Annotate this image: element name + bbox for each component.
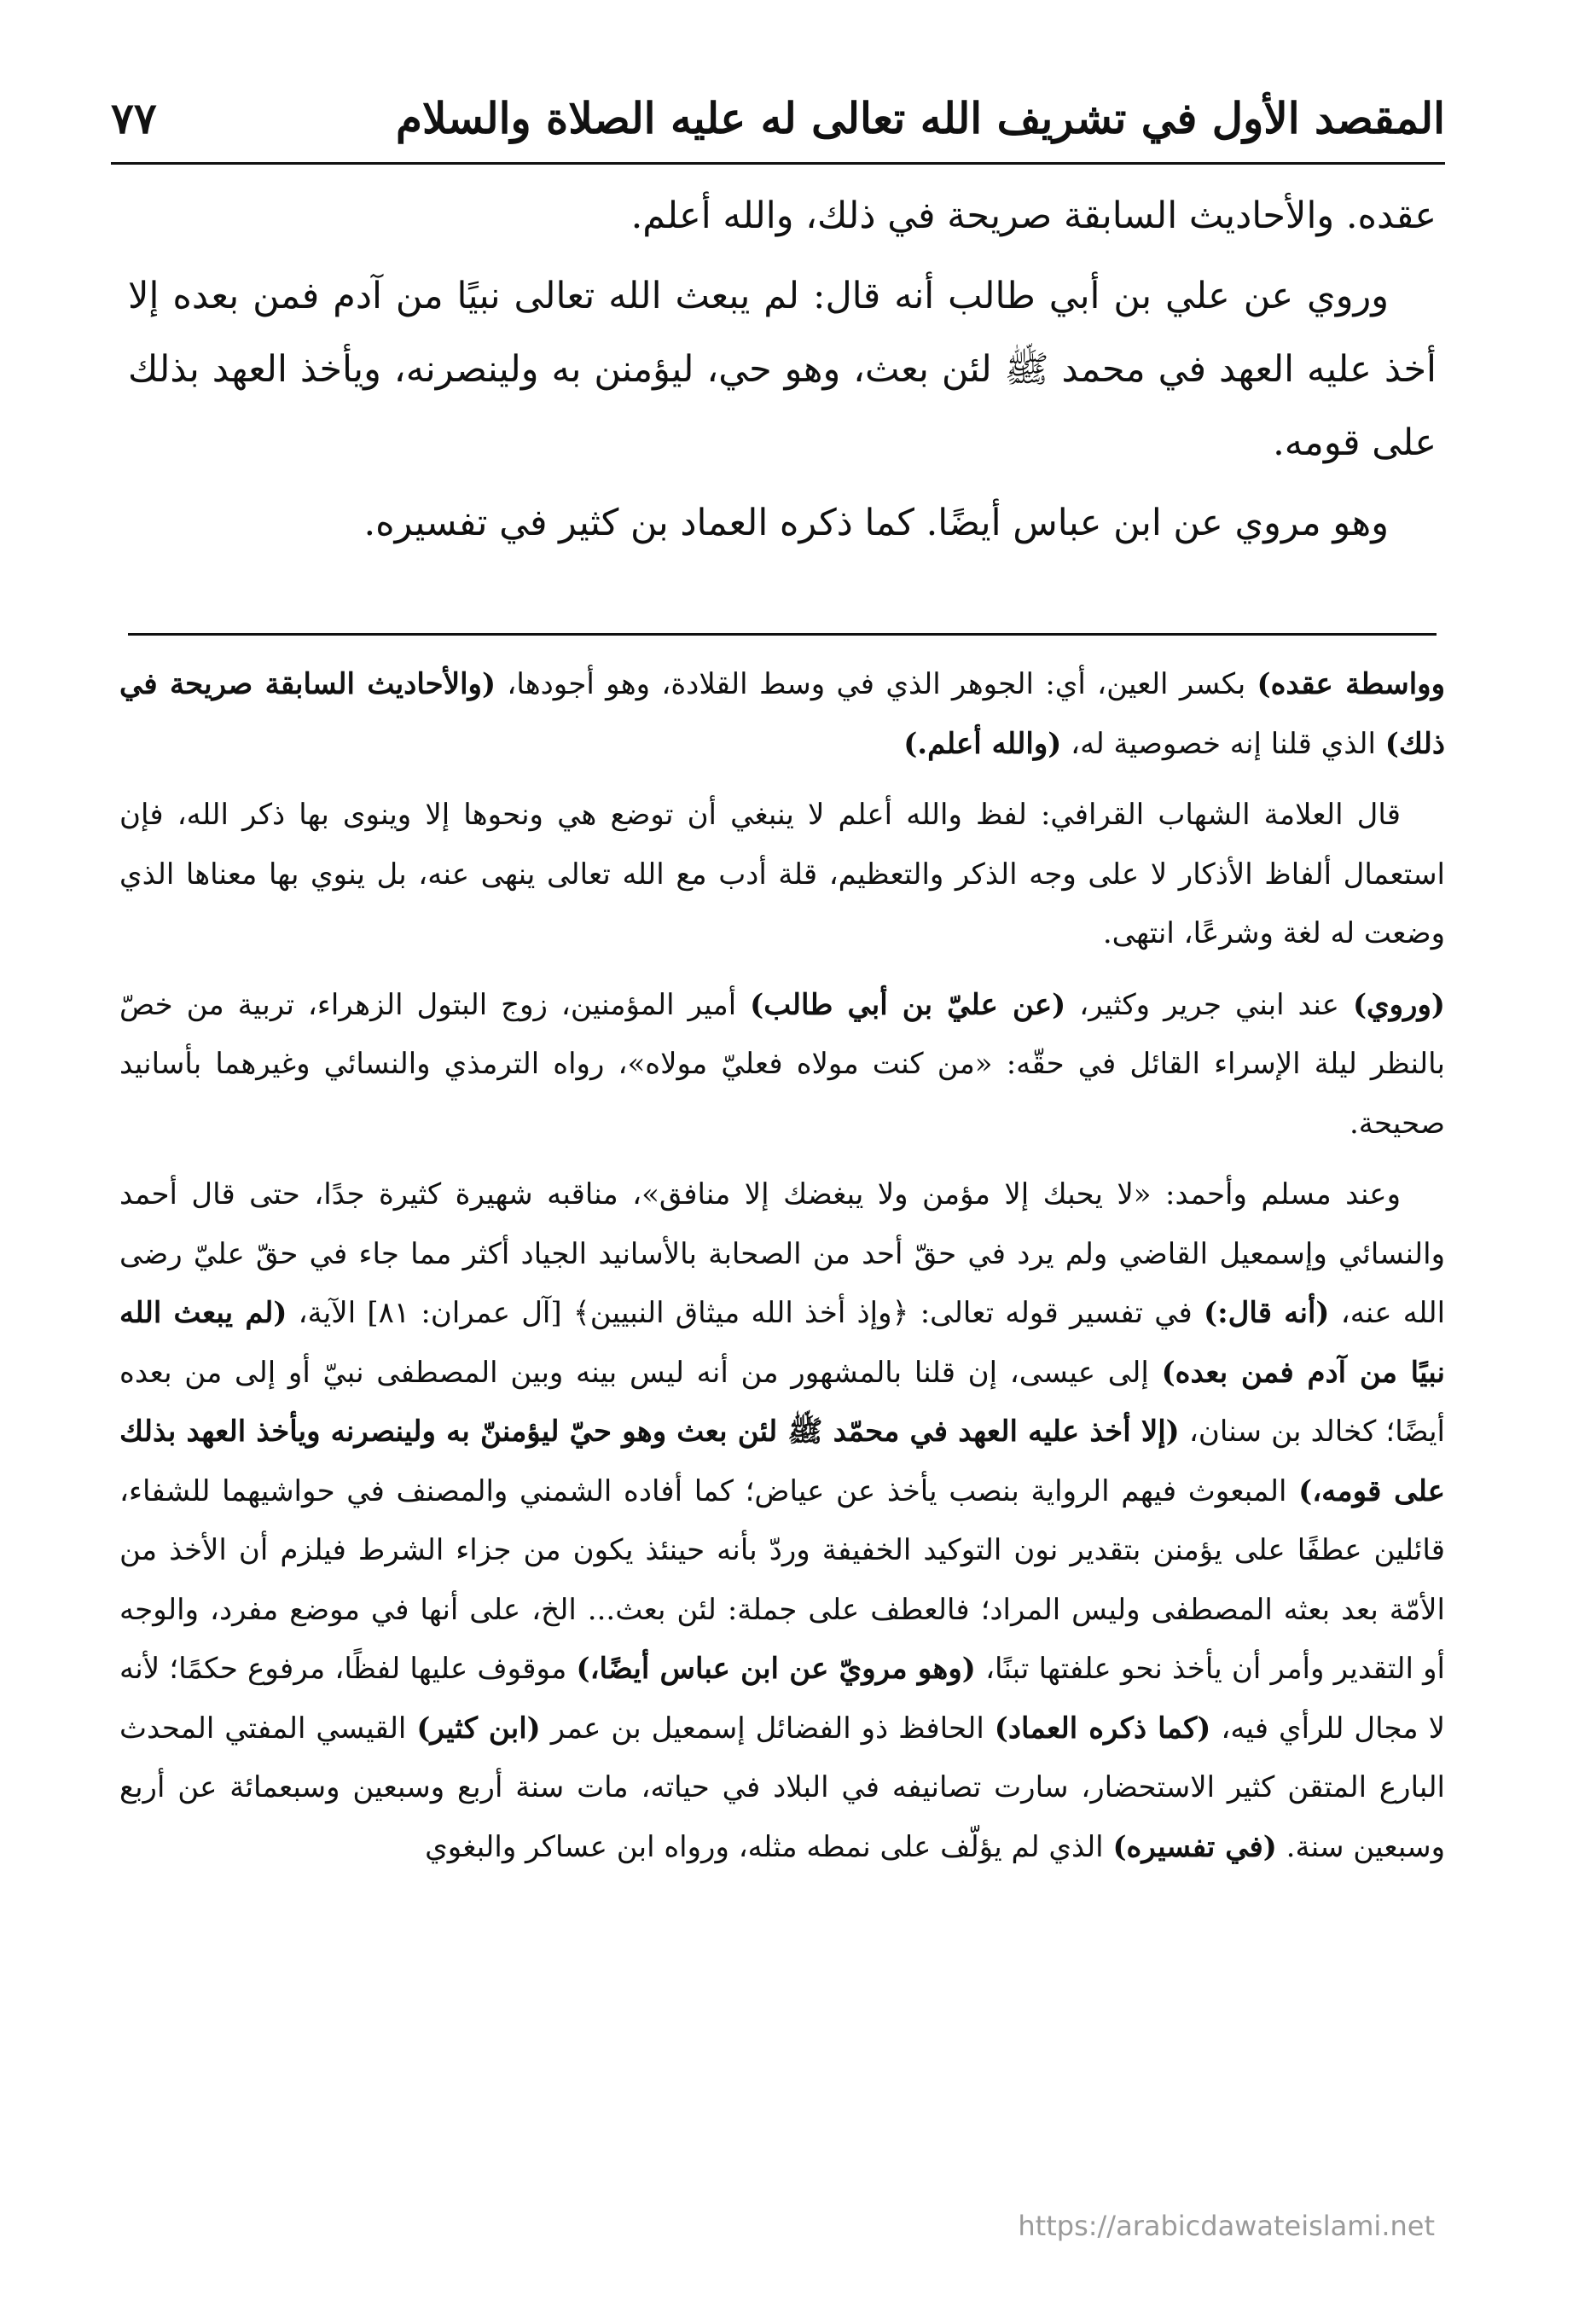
main-paragraph: عقده. والأحاديث السابقة صريحة في ذلك، والله أعلم. xyxy=(630,195,1437,237)
quoted-text: (وروي) xyxy=(1352,987,1445,1022)
quoted-text: (والله أعلم.) xyxy=(903,726,1062,761)
commentary-text: عند ابني جرير وكثير، xyxy=(1065,987,1353,1022)
main-text xyxy=(128,179,1437,566)
commentary-text: موقوف عليها لفظًا، مرفوع حكمًا؛ لأنه لا مجال للرأي فيه، xyxy=(119,1652,1445,1746)
commentary-text: الذي قلنا إنه خصوصية له، xyxy=(1061,726,1385,761)
main-paragraph: وروي عن علي بن أبي طالب أنه قال: لم يبعث الله تعالى نبيًا من آدم فمن بعده إلا أخذ عليه العهد في محمد ﷺ لئن بعث، وهو حي، ليؤمنن به ولينصرنه، ويأخذ العهد بذلك على قومه. xyxy=(128,275,1437,464)
quoted-text: (وهو مرويّ عن ابن عباس أيضًا،) xyxy=(576,1652,976,1686)
quoted-text: (في تفسيره) xyxy=(1112,1829,1277,1864)
commentary-paragraph xyxy=(119,655,1445,774)
commentary-text: في تفسير قوله تعالى: ﴿وإذ أخذ الله ميثاق النبيين﴾ [آل عمران: ٨١] الآية، xyxy=(287,1296,1204,1330)
commentary-paragraph xyxy=(119,786,1445,964)
commentary-text: المبعوث فيهم الرواية بنصب يأخذ عن عياض؛ كما أفاده الشمني والمصنف في حواشيهما للشفاء، قائلين عطفًا على يؤمنن بتقدير نون التوكيد الخفيفة وردّ بأنه حينئذ يكون من جزاء الشرط فيلزم أن الأخذ من الأمّة بعد بعثه المصطفى وليس المراد؛ فالعطف على جملة: لئن بعث... الخ، على أنها في موضع مفرد، والوجه أو التقدير وأمر أن يأخذ نحو علفتها تبنًا، xyxy=(119,1473,1446,1686)
source-watermark: https://arabicdawateislami.net xyxy=(1018,2210,1435,2242)
commentary-text: قال العلامة الشهاب القرافي: لفظ والله أعلم لا ينبغي أن توضع هي ونحوها إلا وينوى بها ذكر الله، فإن استعمال ألفاظ الأذكار لا على وجه الذكر والتعظيم، قلة أدب مع الله تعالى ينهى عنه، بل ينوي بها معناها الذي وضعت له لغة وشرعًا، انتهى. xyxy=(119,798,1446,950)
commentary xyxy=(119,655,1445,1889)
page-number: ٧٧ xyxy=(111,92,157,143)
commentary-text: وعند مسلم وأحمد: «لا يحبك إلا مؤمن ولا يبغضك إلا منافق»، مناقبه شهيرة كثيرة جدًا، حتى قال أحمد والنسائي وإسمعيل القاضي ولم يرد في حقّ أحد من الصحابة بالأسانيد الجياد أكثر مما جاء في حقّ عليّ رضى الله عنه، xyxy=(119,1177,1446,1330)
commentary-paragraph xyxy=(119,1165,1445,1877)
quoted-text: وواسطة عقده) xyxy=(1257,667,1445,701)
quoted-text: (كما ذكره العماد) xyxy=(994,1711,1211,1746)
quoted-text: (ابن كثير) xyxy=(416,1711,541,1746)
commentary-paragraph xyxy=(119,976,1445,1154)
commentary-text: إلى عيسى، إن قلنا بالمشهور من أنه ليس بينه وبين المصطفى نبيّ أو إلى من بعده أيضًا؛ كخالد بن سنان، xyxy=(119,1355,1445,1449)
commentary-text: بكسر العين، أي: الجوهر الذي في وسط القلادة، وهو أجودها، xyxy=(496,667,1257,701)
commentary-text: القيسي المفتي المحدث البارع المتقن كثير الاستحضار، سارت تصانيفه في البلاد في حياته، مات سنة أربع وسبعين وسبعمائة عن أربع وسبعين سنة. xyxy=(119,1711,1445,1864)
commentary-text: الذي لم يؤلّف على نمطه مثله، ورواه ابن عساكر والبغوي xyxy=(425,1829,1113,1864)
running-header xyxy=(111,78,1445,157)
commentary-text: أمير المؤمنين، زوج البتول الزهراء، تربية من خصّ بالنظر ليلة الإسراء القائل في حقّه: «من كنت مولاه فعليّ مولاه»، رواه الترمذي والنسائي وغيرهما بأسانيد صحيحة. xyxy=(119,987,1445,1141)
chapter-title: المقصد الأول في تشريف الله تعالى له عليه الصلاة والسلام xyxy=(395,92,1445,143)
main-paragraph: وهو مروي عن ابن عباس أيضًا. كما ذكره العماد بن كثير في تفسيره. xyxy=(363,502,1389,544)
header-rule xyxy=(111,162,1445,165)
quoted-text: (لم يبعث الله نبيًا من آدم فمن بعده) xyxy=(119,1296,1445,1390)
commentary-text: الحافظ ذو الفضائل إسمعيل بن عمر xyxy=(540,1711,995,1746)
quoted-text: (أنه قال:) xyxy=(1204,1296,1330,1330)
quoted-text: (والأحاديث السابقة صريحة في ذلك) xyxy=(119,667,1445,761)
section-divider xyxy=(128,633,1437,636)
quoted-text: (إلا أخذ عليه العهد في محمّد ﷺ لئن بعث وهو حيّ ليؤمننّ به ولينصرنه ويأخذ العهد بذلك على قومه،) xyxy=(119,1415,1445,1508)
quoted-text: (عن عليّ بن أبي طالب) xyxy=(750,987,1066,1022)
